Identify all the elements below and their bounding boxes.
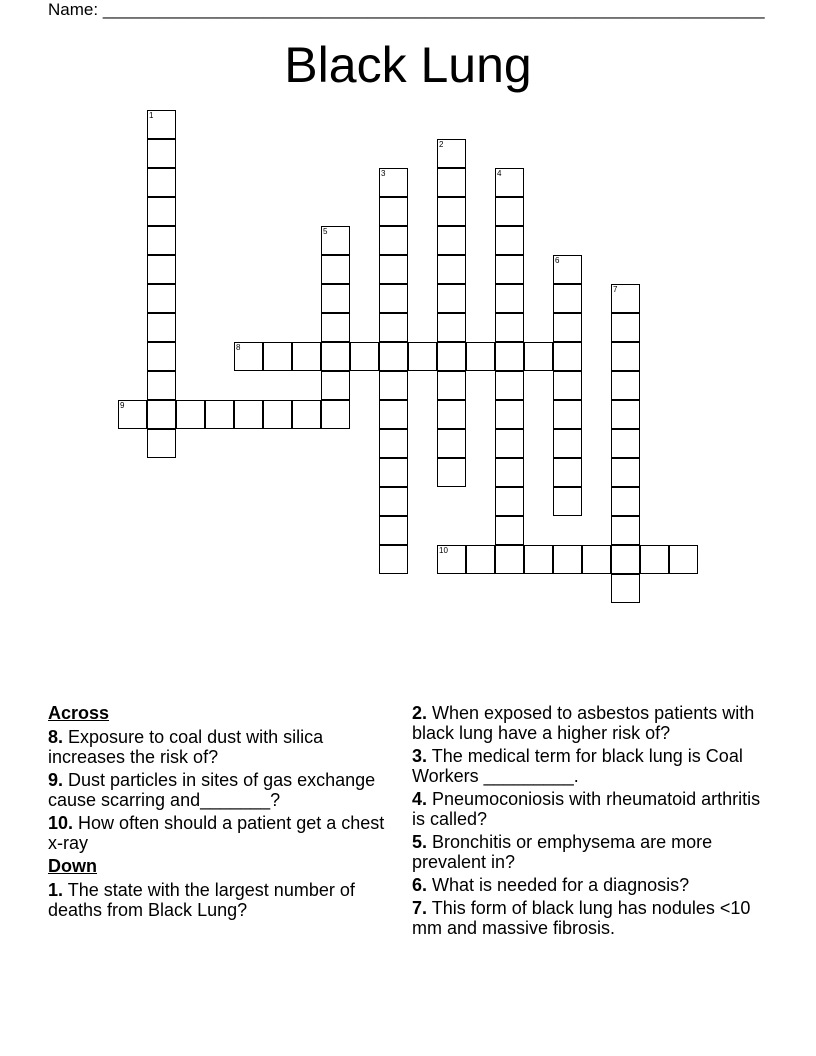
clue-number: 6. — [412, 875, 428, 895]
clue-text: Exposure to coal dust with silica increases the risk of? — [48, 727, 324, 767]
clue-text: Dust particles in sites of gas exchange cause scarring and_______? — [48, 770, 376, 810]
grid-cell[interactable] — [147, 342, 176, 371]
grid-cell[interactable] — [321, 371, 350, 400]
grid-cell[interactable] — [495, 458, 524, 487]
grid-cell[interactable] — [611, 342, 640, 371]
clue-text: This form of black lung has nodules <10 mm and massive fibrosis. — [412, 898, 751, 938]
grid-cell[interactable] — [147, 313, 176, 342]
cell-number: 7 — [613, 285, 618, 294]
grid-cell[interactable] — [176, 400, 205, 429]
grid-cell[interactable] — [379, 197, 408, 226]
grid-cell[interactable] — [495, 400, 524, 429]
grid-cell[interactable] — [292, 400, 321, 429]
grid-cell[interactable] — [321, 226, 350, 255]
grid-cell[interactable] — [292, 342, 321, 371]
grid-cell[interactable] — [611, 400, 640, 429]
clue-number: 2. — [412, 703, 428, 723]
grid-cell[interactable] — [437, 313, 466, 342]
name-blank[interactable]: ______________________________________________________________________ — [102, 0, 765, 19]
clue-across-8 — [48, 727, 393, 767]
grid-cell[interactable] — [379, 168, 408, 197]
clue-down-5 — [412, 832, 777, 872]
grid-cell[interactable] — [495, 371, 524, 400]
grid-cell[interactable] — [611, 284, 640, 313]
grid-cell[interactable] — [495, 487, 524, 516]
grid-cell[interactable] — [495, 313, 524, 342]
clue-down-7 — [412, 898, 777, 938]
grid-cell[interactable] — [437, 400, 466, 429]
grid-cell[interactable] — [495, 226, 524, 255]
grid-cell[interactable] — [147, 197, 176, 226]
grid-cell[interactable] — [611, 516, 640, 545]
grid-cell[interactable] — [147, 110, 176, 139]
grid-cell[interactable] — [205, 400, 234, 429]
grid-cell[interactable] — [379, 226, 408, 255]
grid-cell[interactable] — [379, 487, 408, 516]
clue-number: 9. — [48, 770, 64, 790]
grid-cell[interactable] — [437, 197, 466, 226]
grid-cell[interactable] — [147, 139, 176, 168]
grid-cell[interactable] — [611, 574, 640, 603]
grid-cell[interactable] — [611, 429, 640, 458]
grid-cell[interactable] — [495, 284, 524, 313]
clue-text: Bronchitis or emphysema are more prevalent in? — [412, 832, 713, 872]
grid-cell[interactable] — [263, 400, 292, 429]
grid-cell[interactable] — [495, 545, 524, 574]
cell-number: 1 — [149, 111, 154, 120]
grid-cell[interactable] — [437, 371, 466, 400]
grid-cell[interactable] — [437, 342, 466, 371]
grid-cell[interactable] — [553, 313, 582, 342]
clue-down-1 — [48, 880, 393, 920]
grid-cell[interactable] — [321, 313, 350, 342]
clue-down-3 — [412, 746, 777, 786]
grid-cell[interactable] — [553, 487, 582, 516]
across-heading: Across — [48, 703, 110, 723]
grid-cell[interactable] — [495, 342, 524, 371]
clue-number: 1. — [48, 880, 64, 900]
clue-down-6 — [412, 875, 777, 895]
grid-cell[interactable] — [437, 255, 466, 284]
grid-cell[interactable] — [437, 458, 466, 487]
clue-number: 4. — [412, 789, 428, 809]
grid-cell[interactable] — [234, 400, 263, 429]
grid-cell[interactable] — [553, 255, 582, 284]
grid-cell[interactable] — [147, 429, 176, 458]
grid-cell[interactable] — [147, 371, 176, 400]
grid-cell[interactable] — [553, 342, 582, 371]
grid-cell[interactable] — [437, 429, 466, 458]
grid-cell[interactable] — [611, 487, 640, 516]
grid-cell[interactable] — [147, 168, 176, 197]
grid-cell[interactable] — [524, 545, 553, 574]
grid-cell[interactable] — [379, 255, 408, 284]
grid-cell[interactable] — [495, 168, 524, 197]
grid-cell[interactable] — [553, 458, 582, 487]
clue-across-10 — [48, 813, 393, 853]
grid-cell[interactable] — [321, 342, 350, 371]
grid-cell[interactable] — [553, 429, 582, 458]
grid-cell[interactable] — [437, 168, 466, 197]
grid-cell[interactable] — [495, 429, 524, 458]
name-label: Name: — [48, 0, 99, 19]
grid-cell[interactable] — [379, 284, 408, 313]
grid-cell[interactable] — [321, 284, 350, 313]
cell-number: 2 — [439, 140, 444, 149]
grid-cell[interactable] — [437, 284, 466, 313]
grid-cell[interactable] — [611, 458, 640, 487]
cell-number: 9 — [120, 401, 125, 410]
clue-number: 10. — [48, 813, 74, 833]
clue-text: The state with the largest number of deaths from Black Lung? — [48, 880, 355, 920]
clue-number: 8. — [48, 727, 64, 747]
grid-cell[interactable] — [379, 458, 408, 487]
grid-cell[interactable] — [466, 545, 495, 574]
cell-number: 10 — [439, 546, 448, 555]
clue-text: What is needed for a diagnosis? — [432, 875, 690, 895]
clue-number: 7. — [412, 898, 428, 918]
grid-cell[interactable] — [379, 545, 408, 574]
clue-number: 3. — [412, 746, 428, 766]
cell-number: 3 — [381, 169, 386, 178]
grid-cell[interactable] — [553, 545, 582, 574]
grid-cell[interactable] — [553, 400, 582, 429]
grid-cell[interactable] — [234, 342, 263, 371]
grid-cell[interactable] — [263, 342, 292, 371]
grid-cell[interactable] — [379, 371, 408, 400]
cell-number: 8 — [236, 343, 241, 352]
grid-cell[interactable] — [640, 545, 669, 574]
clue-number: 5. — [412, 832, 428, 852]
down-heading: Down — [48, 856, 97, 876]
grid-cell[interactable] — [466, 342, 495, 371]
grid-cell[interactable] — [495, 516, 524, 545]
grid-cell[interactable] — [408, 342, 437, 371]
clue-text: The medical term for black lung is Coal Workers _________. — [412, 746, 743, 786]
grid-cell[interactable] — [437, 139, 466, 168]
grid-cell[interactable] — [495, 197, 524, 226]
grid-cell[interactable] — [147, 226, 176, 255]
grid-cell[interactable] — [379, 400, 408, 429]
grid-cell[interactable] — [553, 284, 582, 313]
grid-cell[interactable] — [147, 284, 176, 313]
cell-number: 5 — [323, 227, 328, 236]
clue-text: How often should a patient get a chest x-ray — [48, 813, 385, 853]
clue-down-2 — [412, 703, 777, 743]
clue-text: Pneumoconiosis with rheumatoid arthritis is called? — [412, 789, 761, 829]
grid-cell[interactable] — [321, 400, 350, 429]
grid-cell[interactable] — [437, 545, 466, 574]
clue-down-4 — [412, 789, 777, 829]
grid-cell[interactable] — [379, 516, 408, 545]
grid-cell[interactable] — [379, 342, 408, 371]
clues-left-column — [48, 703, 393, 923]
grid-cell[interactable] — [669, 545, 698, 574]
grid-cell[interactable] — [379, 313, 408, 342]
grid-cell[interactable] — [495, 255, 524, 284]
grid-cell[interactable] — [611, 545, 640, 574]
grid-cell[interactable] — [611, 371, 640, 400]
clues-right-column — [412, 703, 777, 941]
grid-cell[interactable] — [582, 545, 611, 574]
grid-cell[interactable] — [147, 255, 176, 284]
clue-across-9 — [48, 770, 393, 810]
cell-number: 4 — [497, 169, 502, 178]
cell-number: 6 — [555, 256, 560, 265]
grid-cell[interactable] — [553, 371, 582, 400]
grid-cell[interactable] — [350, 342, 379, 371]
grid-cell[interactable] — [524, 342, 553, 371]
grid-cell[interactable] — [437, 226, 466, 255]
page-title: Black Lung — [284, 37, 532, 93]
clue-text: When exposed to asbestos patients with black lung have a higher risk of? — [412, 703, 755, 743]
grid-cell[interactable] — [611, 313, 640, 342]
grid-cell[interactable] — [379, 429, 408, 458]
grid-cell[interactable] — [321, 255, 350, 284]
grid-cell[interactable] — [147, 400, 176, 429]
grid-cell[interactable] — [118, 400, 147, 429]
